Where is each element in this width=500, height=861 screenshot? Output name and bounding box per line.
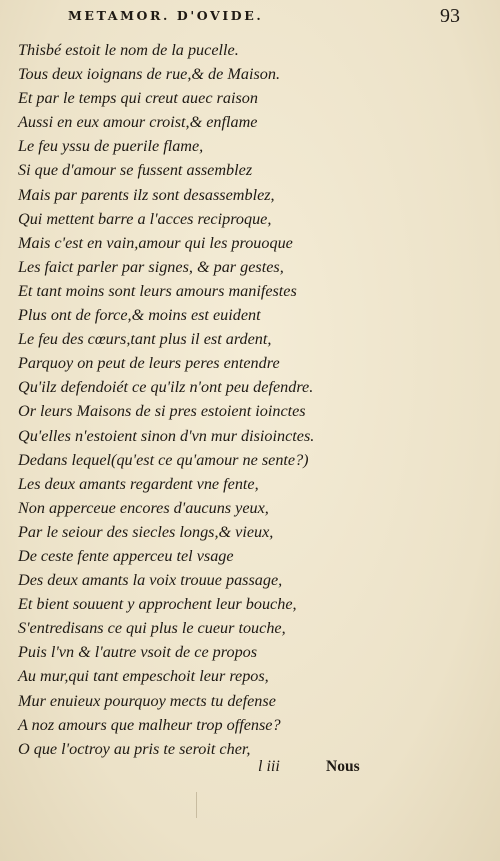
verse-line: Plus ont de force,& moins est euident bbox=[18, 306, 261, 325]
verse-line: Des deux amants la voix trouue passage, bbox=[18, 571, 283, 590]
verse-line: Mais c'est en vain,amour qui les prouoque bbox=[18, 233, 293, 252]
verse-line: Par le seiour des siecles longs,& vieux, bbox=[18, 522, 274, 541]
verse-line: Qui mettent barre a l'acces reciproque, bbox=[18, 209, 272, 228]
verse-line: Parquoy on peut de leurs peres entendre bbox=[18, 354, 280, 373]
verse-line: Aussi en eux amour croist,& enflame bbox=[18, 113, 258, 132]
verse-line: Qu'elles n'estoient sinon d'vn mur disioinctes. bbox=[18, 426, 315, 445]
page-header bbox=[68, 5, 468, 30]
verse-line: Dedans lequel(qu'est ce qu'amour ne sente?) bbox=[18, 450, 309, 469]
verse-line: Le feu yssu de puerile flame, bbox=[18, 137, 204, 156]
signature-mark: l iii bbox=[258, 758, 280, 775]
verse-line: Tous deux ioignans de rue,& de Maison. bbox=[18, 65, 280, 84]
verse-line: S'entredisans ce qui plus le cueur touche, bbox=[18, 619, 286, 638]
running-head: METAMOR. D'OVIDE. bbox=[68, 8, 264, 23]
verse-line: Et bient souuent y approchent leur bouche, bbox=[18, 595, 297, 614]
verse-line: Non apperceue encores d'aucuns yeux, bbox=[18, 498, 269, 517]
verse-line: Qu'ilz defendoiét ce qu'ilz n'ont peu defendre. bbox=[18, 378, 314, 397]
verse-list bbox=[18, 38, 458, 761]
catchword: Nous bbox=[326, 758, 360, 775]
verse-line: Au mur,qui tant empeschoit leur repos, bbox=[18, 667, 269, 686]
verse-line: Or leurs Maisons de si pres estoient ioinctes bbox=[18, 402, 306, 421]
verse-line: A noz amours que malheur trop offense? bbox=[18, 715, 281, 734]
verse-line: O que l'octroy au pris te seroit cher, bbox=[18, 739, 251, 758]
verse-line: Et par le temps qui creut auec raison bbox=[18, 89, 258, 108]
verse-line: Et tant moins sont leurs amours manifestes bbox=[18, 281, 297, 300]
verse-line: Mur enuieux pourquoy mects tu defense bbox=[18, 691, 276, 710]
verse-line: Mais par parents ilz sont desassemblez, bbox=[18, 185, 275, 204]
verse-line: Les deux amants regardent vne fente, bbox=[18, 474, 259, 493]
page-footer bbox=[0, 758, 500, 780]
verse-line: Thisbé estoit le nom de la pucelle. bbox=[18, 41, 239, 59]
verse-line: De ceste fente apperceu tel vsage bbox=[18, 546, 234, 565]
paper-mark bbox=[196, 792, 207, 818]
verse-line: Le feu des cœurs,tant plus il est ardent, bbox=[18, 330, 272, 349]
page-number: 93 bbox=[440, 5, 460, 27]
verse-line: Les faict parler par signes, & par gestes, bbox=[18, 257, 284, 276]
verse-line: Si que d'amour se fussent assemblez bbox=[18, 161, 253, 180]
verse-line: Puis l'vn & l'autre vsoit de ce propos bbox=[18, 643, 258, 662]
